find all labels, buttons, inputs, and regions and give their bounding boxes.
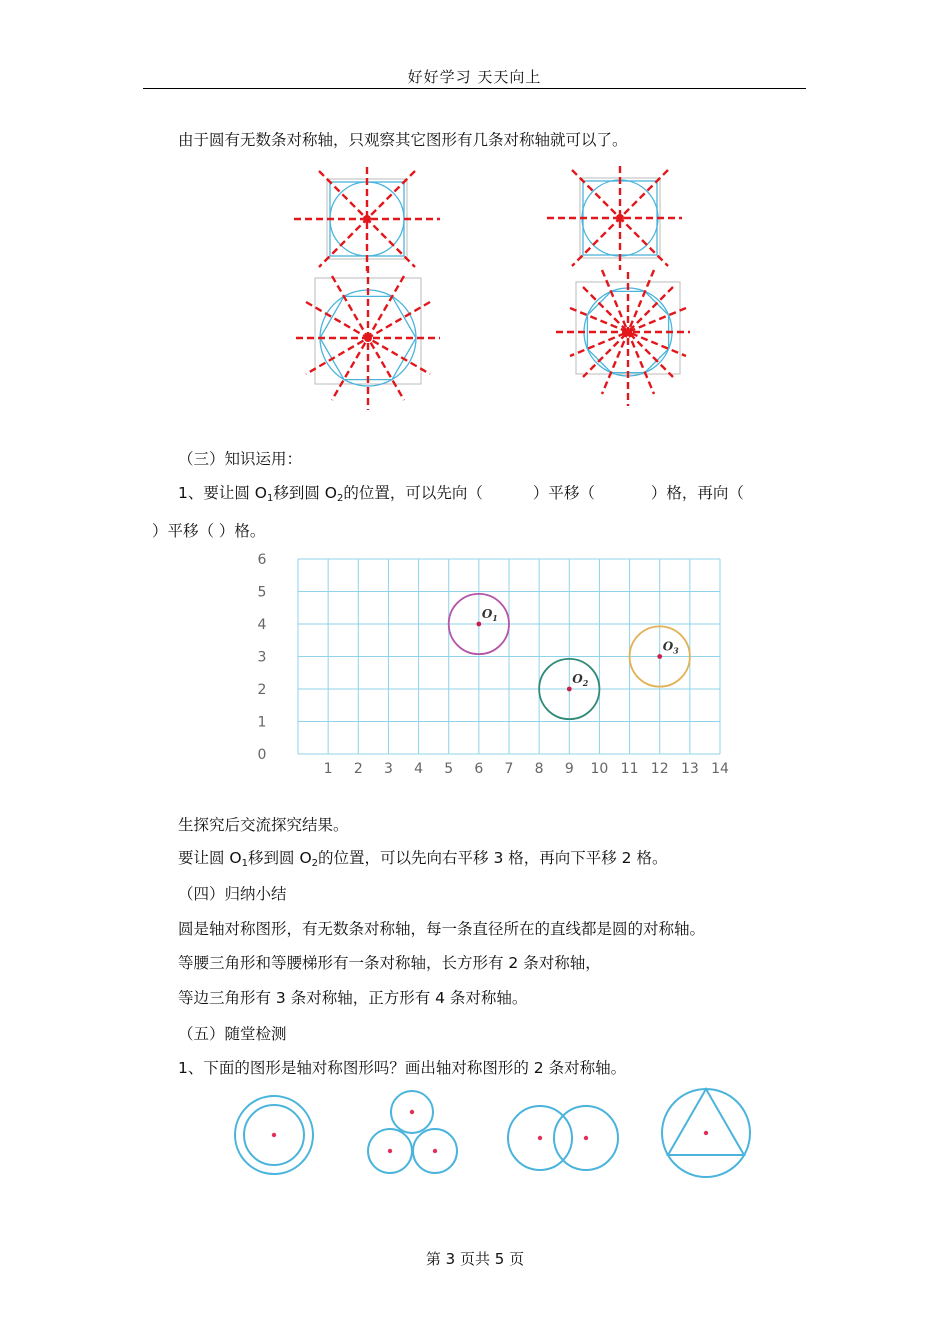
q1-part-e: ）格，再向（ — [650, 484, 744, 502]
x-tick-label: 14 — [711, 761, 729, 777]
x-tick-label: 9 — [564, 761, 574, 777]
explore-text: 生探究后交流探究结果。 — [178, 816, 349, 834]
section4-title: （四）归纳小结 — [178, 885, 287, 903]
circle-label-o2: $O_2$ — [572, 672, 589, 688]
x-tick-label: 2 — [353, 761, 363, 777]
section5-title: （五）随堂检测 — [178, 1025, 287, 1043]
q1-part-d: ）平移（ — [532, 484, 595, 502]
y-tick-label: 5 — [257, 584, 267, 601]
symmetry-figures — [280, 160, 710, 415]
question-1 — [178, 481, 744, 504]
q1-part-b: 移到圆 O — [273, 484, 338, 502]
figure-square-in-circle — [547, 166, 682, 270]
x-tick-label: 5 — [444, 761, 454, 777]
answer-part-b: 移到圆 O — [248, 849, 312, 867]
q1-sub-2: 2 — [337, 493, 344, 504]
center-point-o2 — [567, 687, 572, 692]
figure-octagon-in-circle — [556, 270, 690, 406]
page-header: 好好学习 天天向上 — [407, 68, 542, 86]
answer-part-a: 要让圆 O — [178, 849, 242, 867]
x-tick-label: 8 — [534, 761, 544, 777]
question-1-line2: ）平移（ ）格。 — [152, 522, 266, 540]
answer-part-c: 的位置，可以先向右平移 3 格，再向下平移 2 格。 — [318, 849, 668, 867]
x-tick-label: 4 — [414, 761, 424, 777]
q1-sub-1: 1 — [267, 493, 274, 504]
y-tick-label: 6 — [257, 552, 267, 568]
circle-label-o1: $O_1$ — [481, 607, 498, 623]
summary-line-1: 圆是轴对称图形，有无数条对称轴，每一条直径所在的直线都是圆的对称轴。 — [178, 920, 706, 938]
center-point-o1 — [476, 622, 481, 627]
translation-grid-chart — [250, 548, 740, 778]
y-tick-label: 4 — [257, 617, 267, 633]
q1-part-a: 1、要让圆 O — [178, 484, 267, 502]
x-tick-label: 11 — [620, 761, 639, 777]
center-point-o3 — [657, 654, 662, 659]
q1-part-c: 的位置，可以先向（ — [343, 484, 483, 502]
answer-text — [178, 846, 667, 869]
answer-sub-1: 1 — [241, 858, 249, 869]
summary-line-2: 等腰三角形和等腰梯形有一条对称轴，长方形有 2 条对称轴， — [178, 954, 601, 972]
summary-line-3: 等边三角形有 3 条对称轴，正方形有 4 条对称轴。 — [178, 989, 528, 1007]
figure-hexagon-in-circle — [296, 266, 440, 410]
page-footer: 第 3 页共 5 页 — [425, 1250, 525, 1268]
x-tick-label: 6 — [474, 761, 484, 777]
intro-text: 由于圆有无数条对称轴，只观察其它图形有几条对称轴就可以了。 — [178, 131, 628, 149]
y-tick-label: 1 — [257, 714, 267, 731]
circle-label-o3: $O_3$ — [662, 639, 679, 656]
figure-circle-in-square — [294, 167, 440, 271]
figure-two-overlapping-circles — [508, 1106, 618, 1170]
x-tick-label: 10 — [590, 761, 609, 777]
x-tick-label: 7 — [504, 761, 514, 777]
answer-sub-2: 2 — [311, 858, 319, 869]
figure-three-circles — [368, 1091, 457, 1173]
x-tick-label: 1 — [323, 761, 333, 777]
section5-question: 1、下面的图形是轴对称图形吗？画出轴对称图形的 2 条对称轴。 — [178, 1059, 627, 1077]
y-tick-label: 3 — [257, 649, 267, 666]
header-rule — [143, 88, 806, 89]
x-tick-label: 12 — [650, 761, 669, 777]
x-tick-label: 3 — [383, 761, 393, 777]
y-tick-label: 0 — [257, 747, 267, 763]
y-tick-label: 2 — [257, 682, 267, 698]
test-figures — [225, 1085, 765, 1185]
x-tick-label: 13 — [680, 761, 699, 777]
section3-title: （三）知识运用： — [178, 450, 303, 468]
